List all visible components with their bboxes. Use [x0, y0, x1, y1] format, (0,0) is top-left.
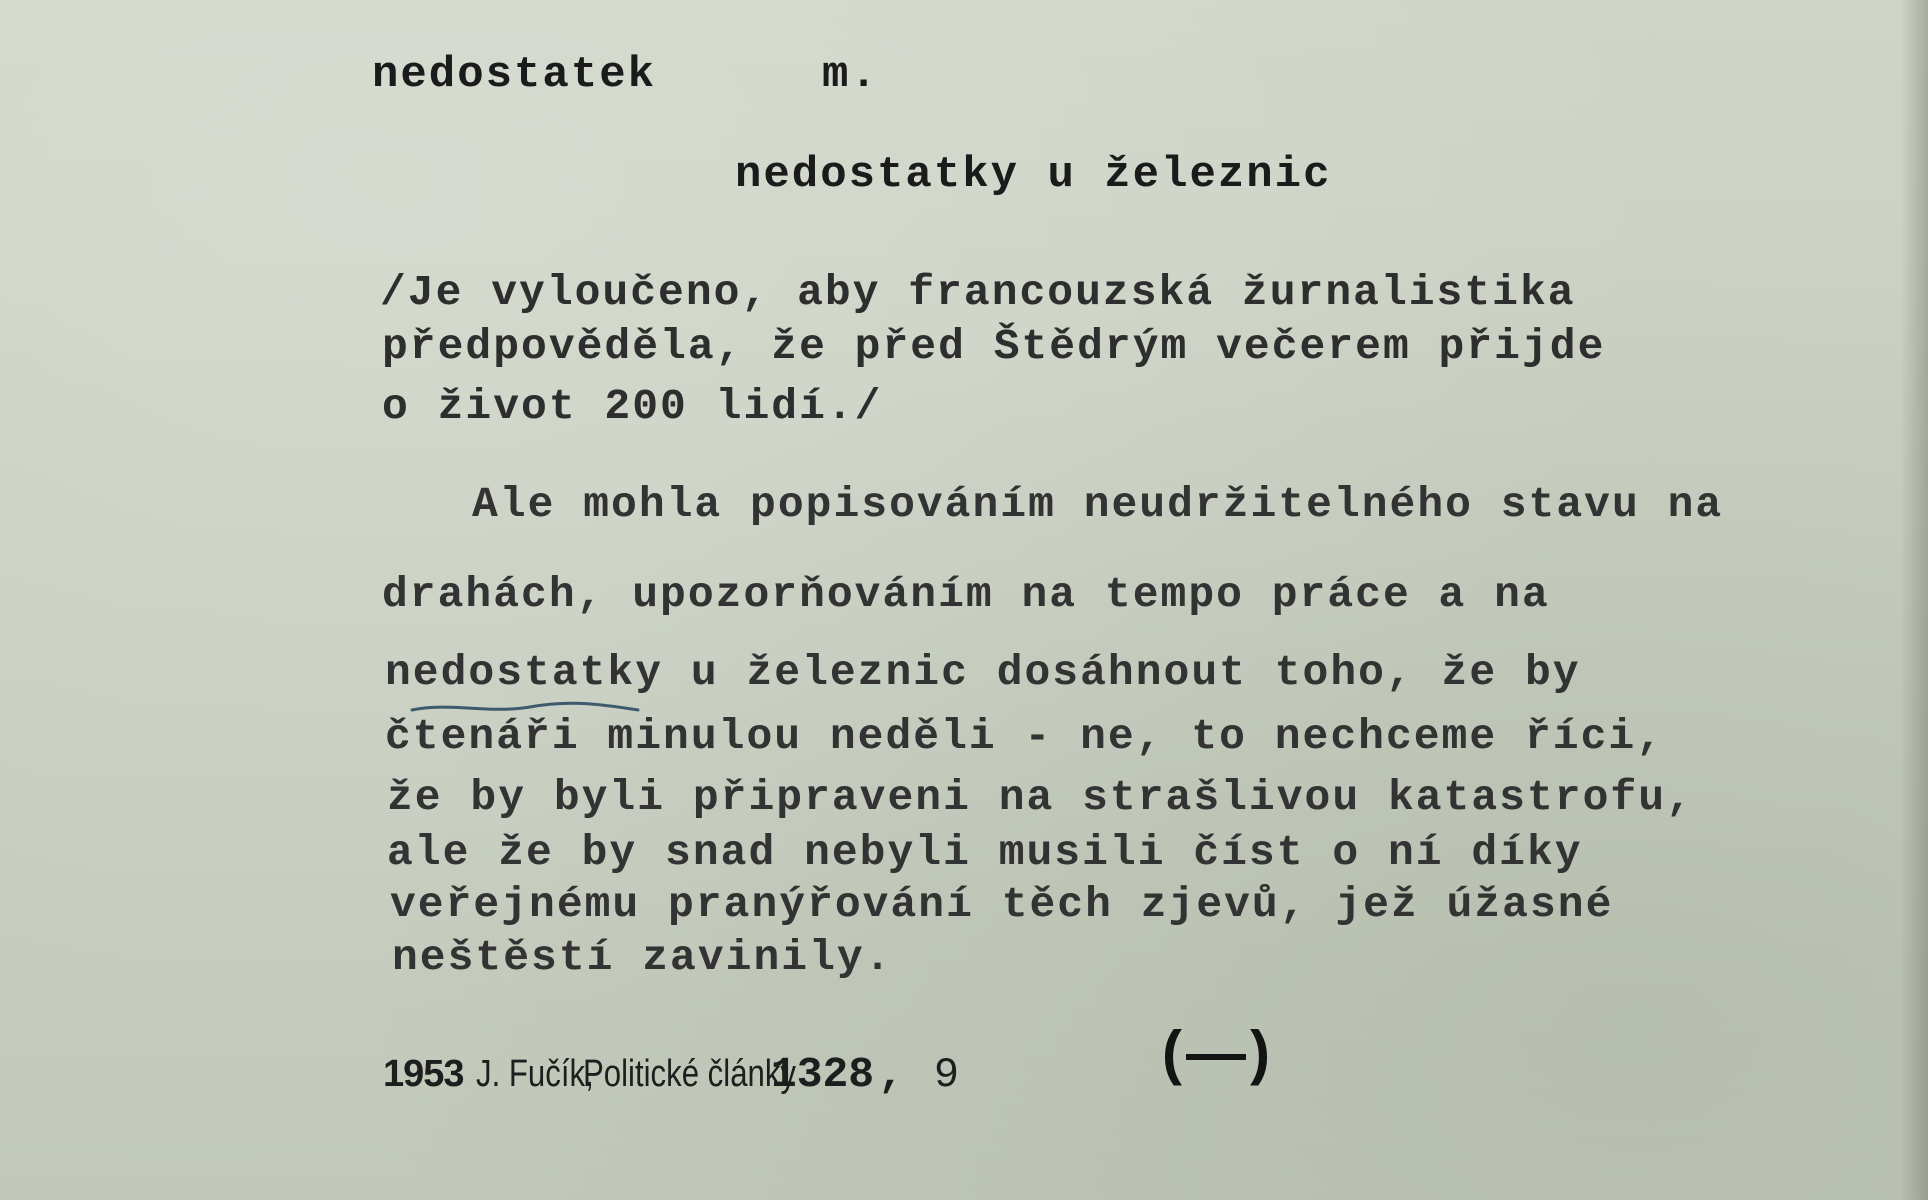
source-author: J. Fučík,	[475, 1053, 594, 1095]
quote-line: /Je vyloučeno, aby francouzská žurnalistika	[380, 268, 1576, 317]
quote-line: předpověděla, že před Štědrým večerem přijde	[382, 322, 1606, 371]
body-line: že by byli připraveni na strašlivou katastrofu,	[387, 773, 1694, 822]
body-line: drahách, upozorňováním na tempo práce a na	[382, 570, 1550, 619]
source-year: 1953	[383, 1053, 464, 1095]
quote-line: o život 200 lidí./	[382, 382, 883, 431]
body-line: nedostatky u železnic dosáhnout toho, že by	[385, 648, 1581, 697]
card-edge-shadow	[1900, 0, 1928, 1200]
source-separator: ,	[878, 1050, 904, 1099]
classification-mark: (—)	[1162, 1019, 1274, 1086]
body-line: veřejnému pranýřování těch zjevů, jež úžasné	[390, 880, 1614, 929]
body-line: neštěstí zavinily.	[392, 933, 893, 982]
body-line: čtenáři minulou neděli - ne, to nechceme říci,	[385, 712, 1664, 761]
collocation-heading: nedostatky u železnic	[735, 150, 1332, 200]
body-line: ale že by snad nebyli musili číst o ní díky	[387, 828, 1583, 877]
source-line-number: 9	[933, 1051, 960, 1099]
source-page: 1328	[770, 1050, 875, 1099]
source-title: Politické články	[583, 1053, 797, 1095]
source-citation	[383, 1050, 959, 1110]
grammatical-gender: m.	[822, 50, 879, 100]
headword: nedostatek	[372, 50, 657, 100]
body-line: Ale mohla popisováním neudržitelného stavu na	[472, 480, 1724, 529]
